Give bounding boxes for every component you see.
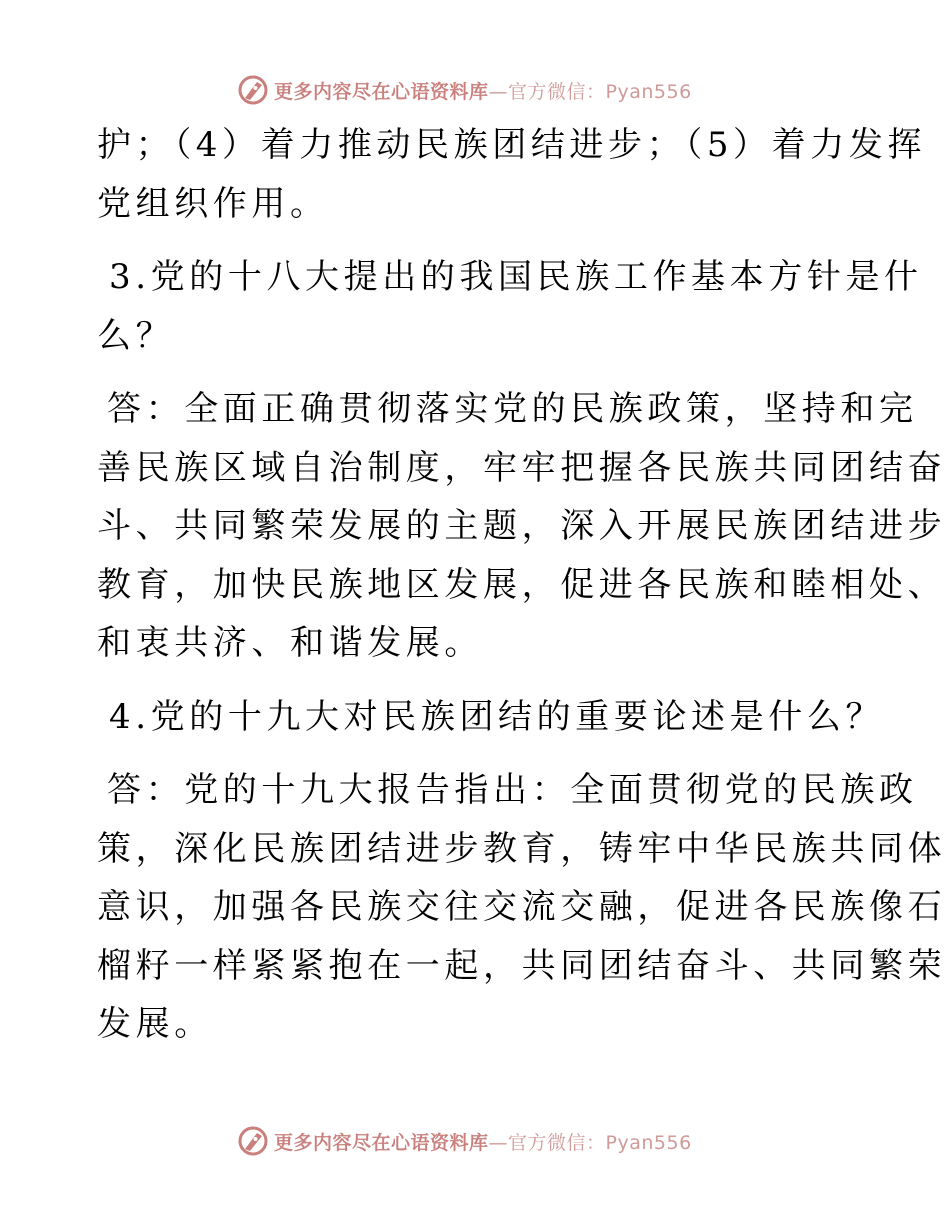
text-line: 教育，加快民族地区发展，促进各民族和睦相处、	[97, 564, 947, 605]
text-line: 么？	[97, 315, 175, 356]
question-3	[97, 248, 923, 365]
text-line: 3.党的十八大提出的我国民族工作基本方针是什	[109, 257, 923, 297]
watermark-text: 更多内容尽在心语资料库—官方微信：Pyan556	[274, 1131, 692, 1154]
text-line: 发展。	[97, 1004, 213, 1044]
header-watermark	[236, 72, 692, 108]
text-line: 答：全面正确贯彻落实党的民族政策，坚持和完	[107, 389, 918, 429]
pen-nib-circle-icon	[236, 1124, 270, 1158]
watermark-text: 更多内容尽在心语资料库—官方微信：Pyan556	[274, 80, 692, 103]
text-line: 意识，加强各民族交往交流交融，促进各民族像石	[97, 887, 947, 927]
text-line: 善民族区域自治制度，牢牢把握各民族共同团结奋	[97, 447, 947, 488]
question-4	[97, 688, 885, 747]
text-line: 斗、共同繁荣发展的主题，深入开展民族团结进步	[97, 506, 947, 546]
text-line: 榴籽一样紧紧抱在一起，共同团结奋斗、共同繁荣	[97, 945, 947, 986]
text-line: 护；（4）着力推动民族团结进步；（5）着力发挥	[97, 125, 927, 165]
answer-3	[97, 380, 947, 673]
text-line: 党组织作用。	[97, 183, 329, 224]
paragraph-continuation	[97, 116, 927, 233]
answer-4	[97, 761, 947, 1054]
text-line: 和衷共济、和谐发展。	[97, 623, 483, 663]
text-line: 策，深化民族团结进步教育，铸牢中华民族共同体	[97, 828, 947, 869]
pen-nib-circle-icon	[236, 73, 270, 107]
text-line: 4.党的十九大对民族团结的重要论述是什么？	[109, 696, 885, 737]
footer-watermark	[236, 1123, 692, 1159]
text-line: 答：党的十九大报告指出：全面贯彻党的民族政	[107, 770, 918, 810]
document-body	[97, 116, 947, 1054]
